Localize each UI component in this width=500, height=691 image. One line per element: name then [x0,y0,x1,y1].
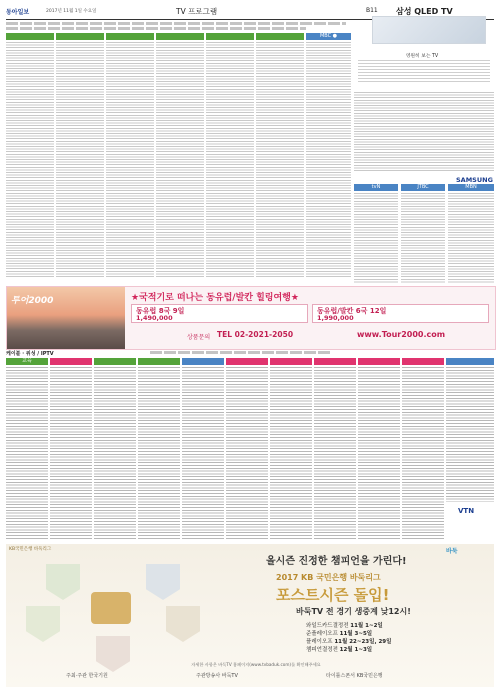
listing-block-right [354,92,494,172]
kb-title-year: 2017 KB 국민은행 바둑리그 [276,573,381,582]
tab-4 [138,358,180,365]
sponsor-1: 주최·주관 한국기원 [66,673,108,679]
listing-column-2 [56,42,104,278]
tab-9 [358,358,400,365]
tab-2 [50,358,92,365]
schedule-row [306,646,466,654]
tab-11 [446,358,494,365]
listing-column-4 [156,42,204,278]
tab-7 [270,358,312,365]
publication-name: 동아일보 [6,9,30,16]
lower-col-2 [50,367,92,540]
lower-section-title: 케이블 · 위성 / IPTV [6,351,54,357]
schedule-row [306,622,466,630]
offer-left-price: 1,490,000 [136,314,173,322]
sponsor-2: 주관방송사 바둑TV [196,673,238,679]
schedule-date: 12월 1~3일 [339,647,373,653]
samsung-tv-ad [354,14,494,89]
tv-image [372,16,486,44]
sponsor-3: 타이틀스폰서 KB국민은행 [326,673,383,679]
schedule-stage: 플레이오프 [306,639,333,645]
channel-header-mbn: MBN [448,184,494,191]
rating-strip [6,22,346,25]
travel-ad-headline: ★국적기로 떠나는 동유럽/발칸 힐링여행★ [131,293,299,303]
baduk-tag: 바둑 [446,548,458,555]
channel-header-tvn: tvN [354,184,398,191]
tab-8 [314,358,356,365]
kb-top-label: KB국민은행 바둑리그 [9,547,52,552]
vtn-logo: VTN [458,507,475,515]
kb-baduk-ad [6,544,494,687]
tab-6 [226,358,268,365]
tv-listing-grid-lower [6,367,494,540]
listing-column-tvn [354,193,398,283]
schedule-row [306,630,466,638]
lower-col-1 [6,367,48,540]
kb-broadcast: 바둑TV 전 경기 생중계 낮12시! [296,607,411,616]
channel-header-jtbc: JTBC [401,184,445,191]
lower-col-10 [402,367,444,540]
emblem-3 [26,606,60,642]
tv-ad-body-text [358,60,490,82]
offer-box-right [312,304,489,323]
schedule-row [306,638,466,646]
tab-3 [94,358,136,365]
listing-column-mbn [448,193,494,283]
channel-header-4 [156,33,204,40]
tour2000-url: www.Tour2000.com [357,330,446,339]
schedule-stage: 와일드카드결정전 [306,623,349,629]
section-title: TV 프로그램 [176,7,218,16]
lower-section-note [150,351,330,354]
phone-label: 상품문의 [187,334,211,341]
listing-column-3 [106,42,154,278]
offer-box-left [131,304,308,323]
tab-10 [402,358,444,365]
channel-header-2 [56,33,104,40]
offer-right-price: 1,990,000 [317,314,354,322]
channel-header-5 [206,33,254,40]
channel-header-1 [6,33,54,40]
schedule-stage: 챔피언결정전 [306,647,338,653]
tour2000-logo: 투어2000 [11,296,54,306]
tab-education: 교육 [6,358,48,365]
lower-col-4 [138,367,180,540]
channel-header-mbc: MBC ● [306,33,351,40]
emblem-1 [46,564,80,600]
lower-col-3 [94,367,136,540]
offer-left-title: 동유럽 8국 9일 [136,307,185,315]
tv-ad-headline: 영원히 보는 TV [405,54,439,59]
schedule-date: 11월 3~5일 [339,631,373,637]
listing-column-7 [306,42,351,278]
kb-sponsors [66,672,466,682]
travel-ad-banner [6,286,496,350]
kb-footer-text: 자세한 사항은 바둑TV 홈페이지(www.tvbaduk.com)를 확인해주세요 [191,662,321,667]
page-number: B11 [366,7,378,14]
listing-column-1 [6,42,54,278]
lower-col-8 [314,367,356,540]
listing-column-jtbc [401,193,445,283]
schedule-date: 11월 22~23일, 29일 [334,639,392,645]
offer-right-title: 동유럽/발칸 6국 12일 [317,307,387,315]
trophy-box [91,592,131,624]
channel-header-3 [106,33,154,40]
lower-col-6 [226,367,268,540]
emblem-4 [166,606,200,642]
schedule-date: 11월 1~2일 [350,623,383,629]
tv-listing-grid-top [6,33,351,283]
lower-col-5 [182,367,224,540]
kb-title-main: 포스트시즌 돌입! [276,586,390,604]
kb-subtitle: 올시즌 진정한 챔피언을 가린다! [266,556,407,567]
lower-col-9 [358,367,400,540]
rating-strip-2 [6,27,306,30]
listing-column-5 [206,42,254,278]
samsung-brand-text: 삼성 QLED TV [396,7,453,16]
phone-number: TEL 02-2021-2050 [217,330,294,339]
issue-date: 2017년 11월 1일 수요일 [46,9,97,14]
channel-header-6 [256,33,304,40]
lower-tabs [6,358,494,365]
samsung-logo: SAMSUNG [456,176,493,184]
schedule-stage: 준플레이오프 [306,631,338,637]
listing-column-6 [256,42,304,278]
kb-schedule [306,622,466,654]
tab-5 [182,358,224,365]
emblem-2 [146,564,180,600]
lower-col-7 [270,367,312,540]
lower-col-11 [446,367,494,502]
